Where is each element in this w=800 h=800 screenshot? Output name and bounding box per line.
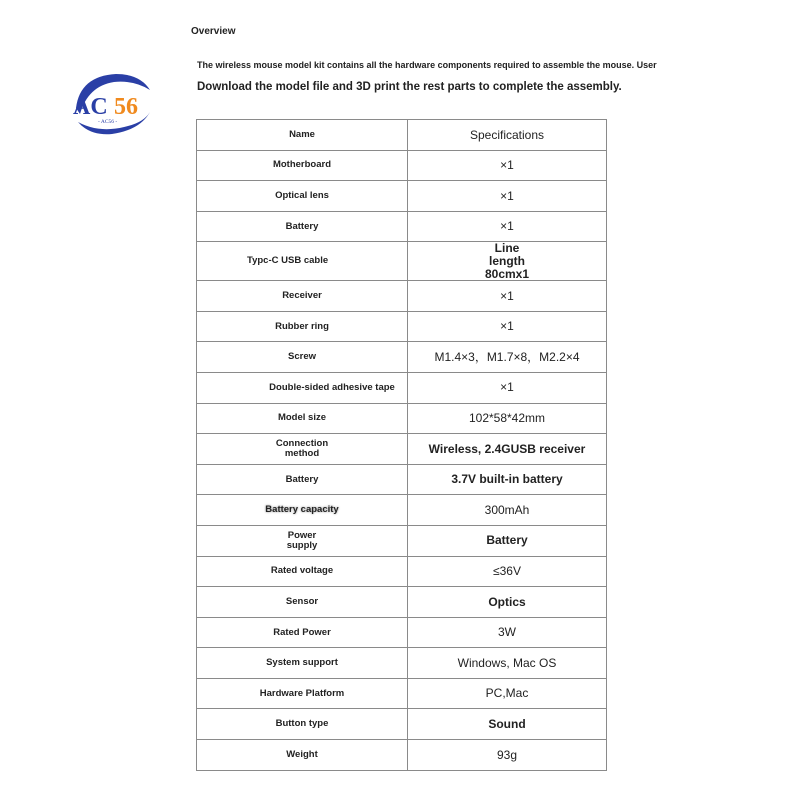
row-spec: 102*58*42mm bbox=[408, 403, 607, 434]
row-spec: 300mAh bbox=[408, 495, 607, 526]
table-row bbox=[197, 211, 607, 242]
table-row bbox=[197, 495, 607, 526]
table-row bbox=[197, 556, 607, 587]
row-name: Model size bbox=[197, 403, 408, 434]
row-name: Weight bbox=[197, 740, 408, 771]
row-name: Hardware Platform bbox=[197, 678, 408, 709]
logo-text-56: 56 bbox=[114, 94, 138, 120]
row-name: System support bbox=[197, 648, 408, 679]
usb-cable-label: Typc-C USB cable bbox=[247, 255, 329, 267]
row-spec: Battery bbox=[408, 525, 607, 556]
row-name: Button type bbox=[197, 709, 408, 740]
table-row bbox=[197, 150, 607, 181]
row-spec: Windows, Mac OS bbox=[408, 648, 607, 679]
table-row bbox=[197, 242, 607, 281]
logo-text-ac: AC bbox=[73, 94, 108, 120]
row-spec bbox=[408, 242, 607, 281]
power-supply-label: Power supply bbox=[286, 529, 318, 551]
table-row bbox=[197, 372, 607, 403]
row-spec: 93g bbox=[408, 740, 607, 771]
row-name: Motherboard bbox=[197, 150, 408, 181]
connection-method-label: Connection method bbox=[275, 437, 329, 459]
row-name: Receiver bbox=[197, 281, 408, 312]
table-row bbox=[197, 281, 607, 312]
row-spec: ×1 bbox=[408, 281, 607, 312]
specifications-table bbox=[196, 119, 607, 771]
table-row bbox=[197, 181, 607, 212]
row-spec: ×1 bbox=[408, 311, 607, 342]
table-row bbox=[197, 464, 607, 495]
row-name: Battery bbox=[197, 464, 408, 495]
row-spec: PC,Mac bbox=[408, 678, 607, 709]
intro-line-2: Download the model file and 3D print the rest parts to complete the assembly. bbox=[197, 81, 622, 93]
ac56-logo bbox=[70, 68, 154, 138]
row-spec: ×1 bbox=[408, 372, 607, 403]
battery-capacity-label: Battery capacity bbox=[265, 504, 339, 516]
row-name: Rated voltage bbox=[197, 556, 408, 587]
row-spec: 3.7V built-in battery bbox=[408, 464, 607, 495]
table-row bbox=[197, 403, 607, 434]
row-name bbox=[197, 434, 408, 465]
table-row bbox=[197, 617, 607, 648]
row-spec: Optics bbox=[408, 587, 607, 618]
row-name bbox=[197, 495, 408, 526]
header-name: Name bbox=[197, 120, 408, 151]
table-row bbox=[197, 740, 607, 771]
row-spec: Wireless, 2.4GUSB receiver bbox=[408, 434, 607, 465]
row-spec: ×1 bbox=[408, 150, 607, 181]
table-row bbox=[197, 434, 607, 465]
row-name: Optical lens bbox=[197, 181, 408, 212]
header-spec: Specifications bbox=[408, 120, 607, 151]
row-spec: ≤36V bbox=[408, 556, 607, 587]
row-name: Screw bbox=[197, 342, 408, 373]
row-name: Sensor bbox=[197, 587, 408, 618]
table-row bbox=[197, 342, 607, 373]
row-name bbox=[197, 525, 408, 556]
row-name bbox=[197, 242, 408, 281]
row-spec: M1.4×3，M1.7×8，M2.2×4 bbox=[408, 342, 607, 373]
line-length-label: Line length 80cmx1 bbox=[484, 241, 530, 281]
table-row bbox=[197, 525, 607, 556]
logo-subtext: - AC56 - bbox=[98, 119, 118, 125]
intro-line-1: The wireless mouse model kit contains all the hardware components required to assemble the mouse. User bbox=[197, 60, 657, 70]
row-spec: Sound bbox=[408, 709, 607, 740]
overview-heading: Overview bbox=[191, 26, 236, 37]
row-name: Double-sided adhesive tape bbox=[197, 372, 408, 403]
row-name: Rubber ring bbox=[197, 311, 408, 342]
row-spec: ×1 bbox=[408, 181, 607, 212]
table-row bbox=[197, 709, 607, 740]
row-spec: 3W bbox=[408, 617, 607, 648]
table-header-row bbox=[197, 120, 607, 151]
table-row bbox=[197, 587, 607, 618]
row-spec: ×1 bbox=[408, 211, 607, 242]
table-row bbox=[197, 311, 607, 342]
table-row bbox=[197, 648, 607, 679]
row-name: Battery bbox=[197, 211, 408, 242]
row-name: Rated Power bbox=[197, 617, 408, 648]
table-row bbox=[197, 678, 607, 709]
